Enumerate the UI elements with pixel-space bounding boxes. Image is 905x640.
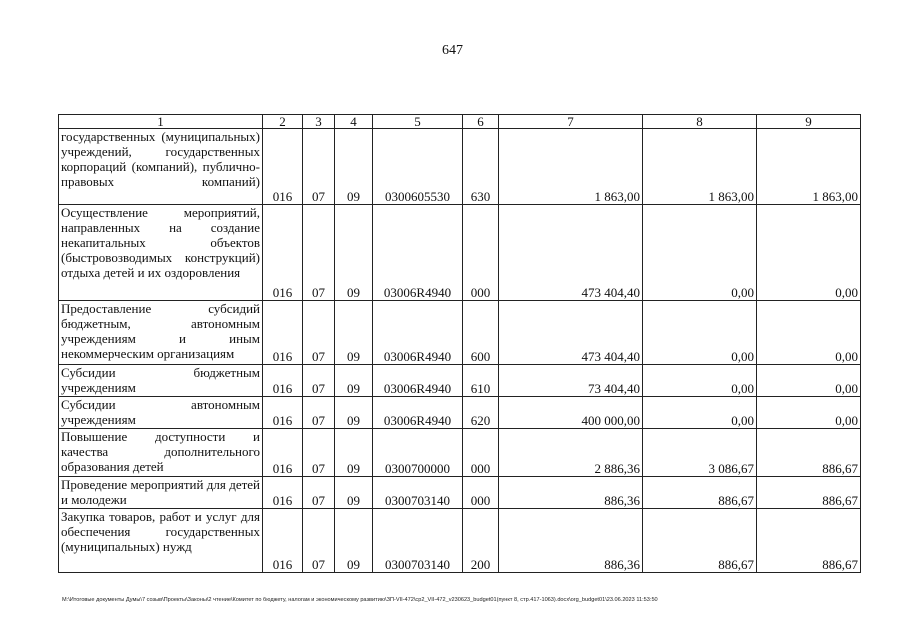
cell-ministry-code: 016 (263, 365, 303, 397)
column-header: 3 (303, 115, 335, 129)
cell-amount-col7: 473 404,40 (499, 301, 643, 365)
cell-amount-col8: 0,00 (643, 205, 757, 301)
row-description: Проведение мероприятий для детей и молодежи (59, 477, 263, 509)
cell-ministry-code: 016 (263, 129, 303, 205)
cell-amount-col9: 886,67 (757, 509, 861, 573)
table-row (59, 397, 861, 429)
row-description: Закупка товаров, работ и услуг для обеспечения государственных (муниципальных) нужд (59, 509, 263, 573)
cell-target-article: 03006R4940 (373, 301, 463, 365)
cell-ministry-code: 016 (263, 477, 303, 509)
cell-expense-type: 200 (463, 509, 499, 573)
row-description: Предоставление субсидий бюджетным, автономным учреждениям и иным некоммерческим организациям (59, 301, 263, 365)
cell-amount-col7: 2 886,36 (499, 429, 643, 477)
cell-amount-col9: 0,00 (757, 301, 861, 365)
cell-expense-type: 620 (463, 397, 499, 429)
column-header: 9 (757, 115, 861, 129)
cell-amount-col8: 1 863,00 (643, 129, 757, 205)
cell-section: 07 (303, 429, 335, 477)
cell-ministry-code: 016 (263, 397, 303, 429)
cell-amount-col8: 886,67 (643, 477, 757, 509)
cell-amount-col9: 0,00 (757, 397, 861, 429)
cell-subsection: 09 (335, 129, 373, 205)
cell-amount-col7: 886,36 (499, 509, 643, 573)
cell-expense-type: 630 (463, 129, 499, 205)
cell-section: 07 (303, 477, 335, 509)
cell-target-article: 03006R4940 (373, 397, 463, 429)
cell-amount-col7: 400 000,00 (499, 397, 643, 429)
cell-section: 07 (303, 205, 335, 301)
row-description: Осуществление мероприятий, направленных на создание некапитальных объектов (быстровозводимых конструкций) отдыха детей и их оздоровления (59, 205, 263, 301)
row-description: Субсидии автономным учреждениям (59, 397, 263, 429)
table-row (59, 509, 861, 573)
cell-ministry-code: 016 (263, 301, 303, 365)
cell-subsection: 09 (335, 509, 373, 573)
cell-amount-col9: 0,00 (757, 205, 861, 301)
cell-amount-col7: 473 404,40 (499, 205, 643, 301)
cell-subsection: 09 (335, 429, 373, 477)
column-header: 2 (263, 115, 303, 129)
cell-amount-col9: 886,67 (757, 477, 861, 509)
cell-section: 07 (303, 509, 335, 573)
cell-target-article: 0300703140 (373, 509, 463, 573)
cell-subsection: 09 (335, 205, 373, 301)
column-header: 4 (335, 115, 373, 129)
cell-amount-col7: 1 863,00 (499, 129, 643, 205)
column-header: 8 (643, 115, 757, 129)
cell-section: 07 (303, 301, 335, 365)
table-row (59, 477, 861, 509)
column-header: 6 (463, 115, 499, 129)
cell-expense-type: 000 (463, 429, 499, 477)
cell-section: 07 (303, 397, 335, 429)
table-row (59, 429, 861, 477)
cell-subsection: 09 (335, 397, 373, 429)
cell-expense-type: 000 (463, 205, 499, 301)
cell-ministry-code: 016 (263, 429, 303, 477)
cell-section: 07 (303, 129, 335, 205)
cell-target-article: 03006R4940 (373, 205, 463, 301)
cell-expense-type: 600 (463, 301, 499, 365)
column-header-row (59, 115, 861, 129)
cell-target-article: 0300605530 (373, 129, 463, 205)
cell-ministry-code: 016 (263, 205, 303, 301)
cell-expense-type: 610 (463, 365, 499, 397)
column-header: 7 (499, 115, 643, 129)
column-header: 1 (59, 115, 263, 129)
cell-subsection: 09 (335, 365, 373, 397)
page-number: 647 (442, 43, 463, 58)
cell-amount-col9: 1 863,00 (757, 129, 861, 205)
cell-amount-col7: 886,36 (499, 477, 643, 509)
document-path-footer: M:\Итоговые документы Думы\7 созыв\Проекты\Законы\2 чтение\Комитет по бюджету, налогам и экономическому развитию\ЗП-VII-472\сp2_VII-472_v230623_budget01(пункт 8, стр.417-1063).docx\org_budget01\23.06.2023 11:53:50 (62, 597, 658, 603)
cell-ministry-code: 016 (263, 509, 303, 573)
cell-subsection: 09 (335, 301, 373, 365)
cell-section: 07 (303, 365, 335, 397)
cell-amount-col9: 0,00 (757, 365, 861, 397)
column-header: 5 (373, 115, 463, 129)
cell-target-article: 0300703140 (373, 477, 463, 509)
cell-amount-col8: 0,00 (643, 397, 757, 429)
cell-amount-col8: 0,00 (643, 301, 757, 365)
budget-table (58, 114, 861, 573)
cell-subsection: 09 (335, 477, 373, 509)
row-description: Субсидии бюджетным учреждениям (59, 365, 263, 397)
cell-amount-col7: 73 404,40 (499, 365, 643, 397)
cell-target-article: 0300700000 (373, 429, 463, 477)
cell-expense-type: 000 (463, 477, 499, 509)
table-row (59, 205, 861, 301)
row-description: государственных (муниципальных) учреждений, государственных корпораций (компаний), публично-правовых компаний) (59, 129, 263, 205)
table-row (59, 301, 861, 365)
row-description: Повышение доступности и качества дополнительного образования детей (59, 429, 263, 477)
cell-target-article: 03006R4940 (373, 365, 463, 397)
table-row (59, 129, 861, 205)
cell-amount-col9: 886,67 (757, 429, 861, 477)
cell-amount-col8: 0,00 (643, 365, 757, 397)
cell-amount-col8: 886,67 (643, 509, 757, 573)
cell-amount-col8: 3 086,67 (643, 429, 757, 477)
table-row (59, 365, 861, 397)
